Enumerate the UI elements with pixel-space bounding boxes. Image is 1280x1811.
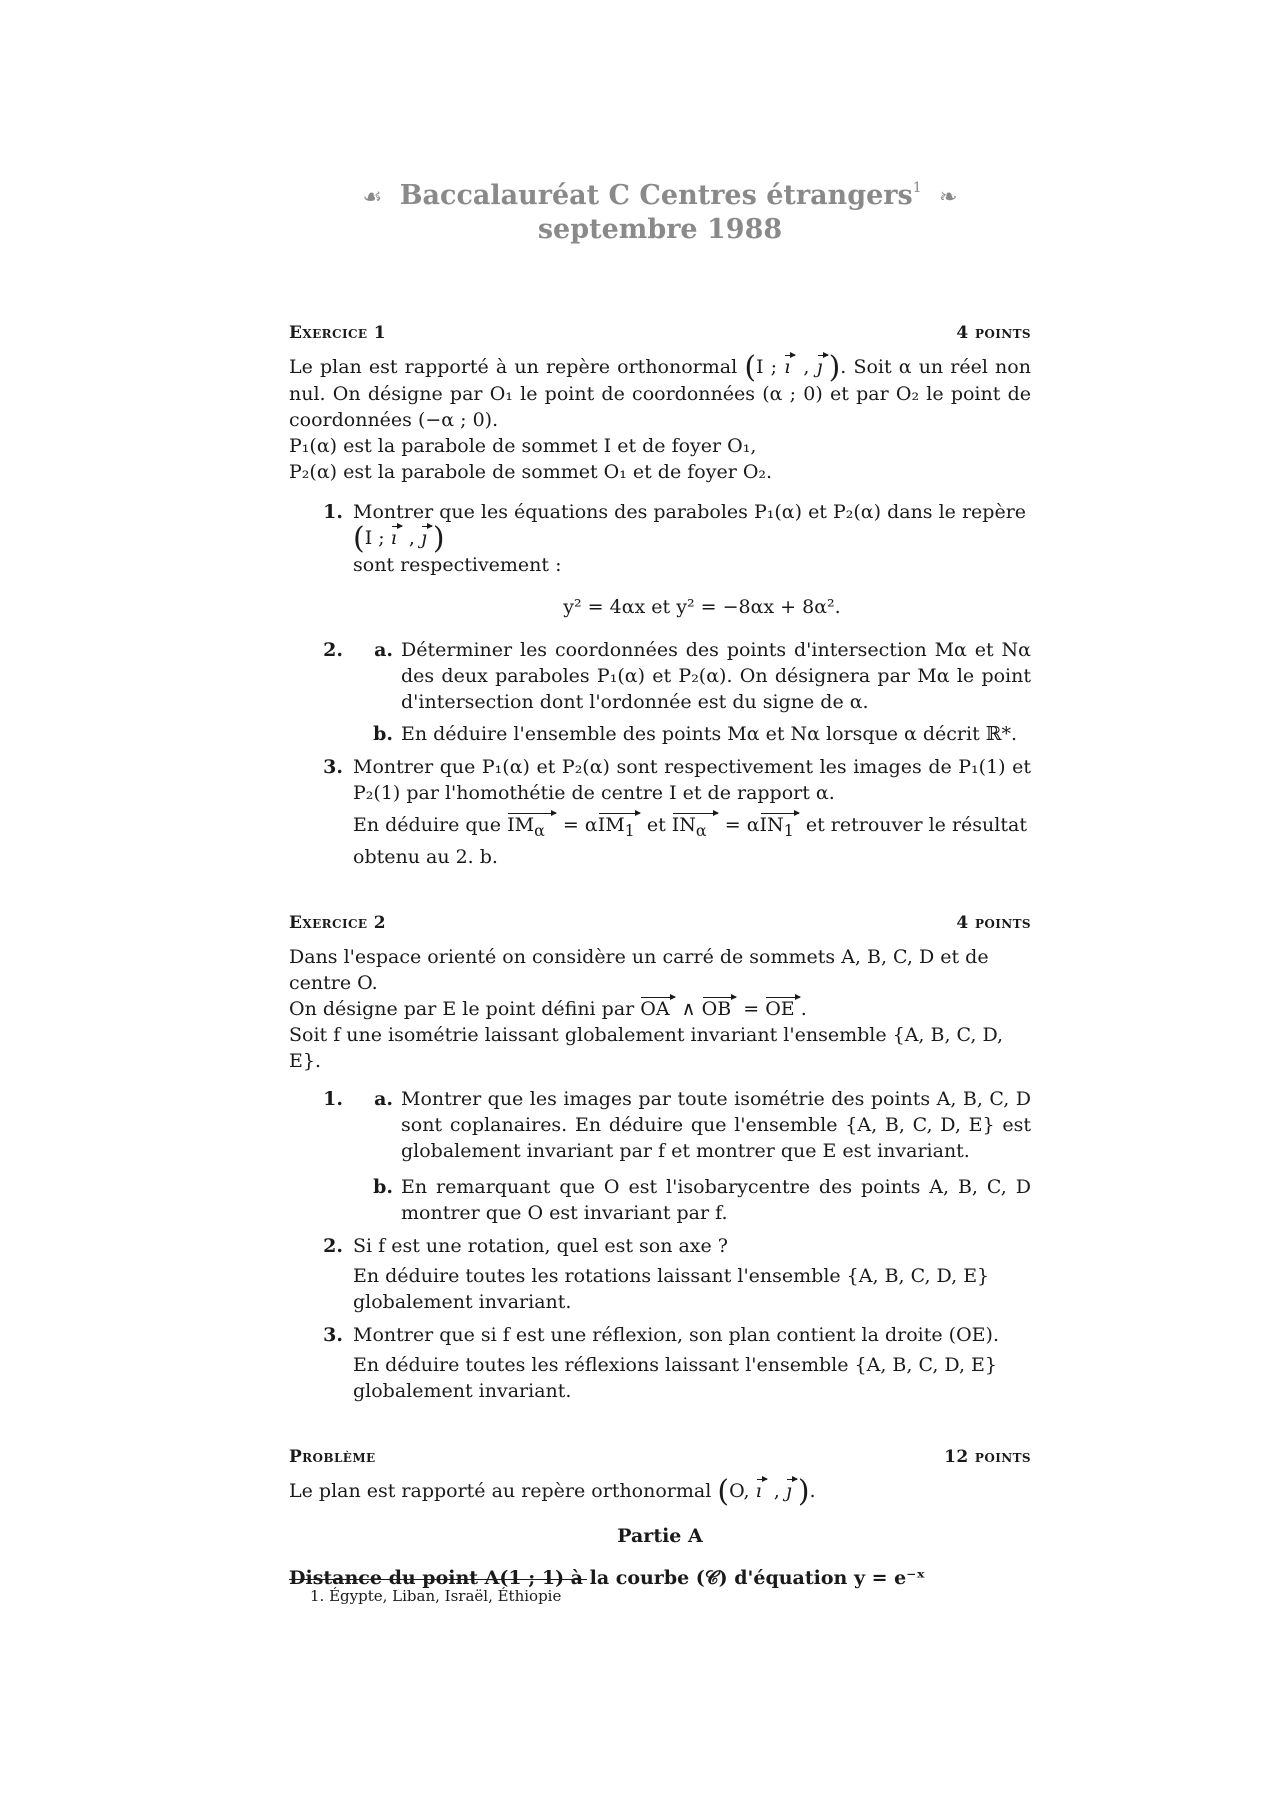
footnote-rule (289, 1579, 587, 1580)
exercise1-header (289, 320, 1031, 346)
question-text-2a: En déduire que (353, 814, 502, 836)
problem-title: Problème (289, 1446, 376, 1467)
question-text: Si f est une rotation, quel est son axe ? (353, 1234, 728, 1257)
ornament-left-icon: ☙ (362, 185, 383, 210)
exercise2-question1 (289, 1086, 1031, 1226)
exercise1-intro-a: Le plan est rapporté à un repère orthonormal (289, 356, 738, 378)
part-subtitle: Distance du point A(1 ; 1) à la courbe (𝒞) d'équation y = e⁻ˣ (289, 1566, 926, 1589)
exercise2-intro2: On désigne par E le point défini par OA ∧ OB = OE . (289, 997, 807, 1020)
exercise1-question2 (289, 637, 1031, 747)
exercise2-question2 (289, 1233, 1031, 1315)
exercise1-p1: P₁(α) est la parabole de sommet I et de foyer O₁, (289, 435, 757, 457)
exercise1-question3 (289, 754, 1031, 870)
question-text-2: En déduire toutes les rotations laissant l'ensemble {A, B, C, D, E} globalement invariant. (353, 1264, 990, 1313)
exercise2-intro2-a: On désigne par E le point défini par (289, 997, 635, 1020)
footnote-text: Égypte, Liban, Israël, Éthiopie (329, 1587, 562, 1605)
question-number: 2. (323, 639, 343, 661)
subquestion-text: En remarquant que O est l'isobarycentre des points A, B, C, D montrer que O est invariant par f. (401, 1175, 1031, 1224)
question-number: 1. (323, 501, 343, 523)
subquestion-text: En déduire l'ensemble des points Mα et Nα lorsque α décrit ℝ*. (401, 723, 1018, 745)
exercise2-intro3: Soit f une isométrie laissant globalement invariant l'ensemble {A, B, C, D, E}. (289, 1023, 1004, 1072)
exercise1-title: Exercice 1 (289, 323, 386, 343)
exercise2-intro1: Dans l'espace orienté on considère un carré de sommets A, B, C, D et de centre O. (289, 945, 989, 994)
question-number: 1. (323, 1087, 343, 1110)
subquestion-letter: b. (373, 723, 393, 745)
title-line2: septembre 1988 (537, 214, 783, 245)
part-title: Partie A (617, 1524, 703, 1547)
subquestion-text: Montrer que les images par toute isométrie des points A, B, C, D sont coplanaires. En déduire que l'ensemble {A, B, C, D, E} est globalement invariant par f et montrer que E est invariant. (401, 1087, 1031, 1162)
exercise2-title: Exercice 2 (289, 912, 386, 933)
exercise2-points: 4 points (956, 912, 1031, 933)
document-title (0, 172, 1280, 246)
exercise2-header (289, 910, 1031, 936)
exercise1-question1: 1. Montrer que les équations des paraboles P₁(α) et P₂(α) dans le repère (I ; ı , ȷ ) sont respectivement : y² = 4αx et y² = −8αx + 8α². (289, 499, 1031, 630)
question-text: Montrer que les équations des paraboles P₁(α) et P₂(α) dans le repère (353, 501, 1027, 523)
problem-intro: Le plan est rapporté au repère orthonormal (O, ı , ȷ ). (289, 1473, 816, 1509)
question-text-2b: et retrouver le résultat obtenu au 2. b. (353, 814, 1027, 868)
equation: y² = 4αx et y² = −8αx + 8α². (563, 596, 841, 618)
problem-points: 12 points (944, 1446, 1031, 1467)
title-line1: Baccalauréat C Centres étrangers (399, 180, 913, 211)
question-number: 3. (323, 756, 343, 778)
subquestion-letter: a. (374, 1087, 393, 1110)
question-text-2: En déduire toutes les réflexions laissant l'ensemble {A, B, C, D, E} globalement invariant. (353, 1353, 997, 1402)
question-text: Montrer que P₁(α) et P₂(α) sont respectivement les images de P₁(1) et P₂(1) par l'homothétie de centre I et de rapport α. (353, 756, 1031, 804)
problem-header (289, 1444, 1031, 1470)
exercise1-p2: P₂(α) est la parabole de sommet O₁ et de foyer O₂. (289, 461, 773, 483)
subquestion-text: Déterminer les coordonnées des points d'intersection Mα et Nα des deux paraboles P₁(α) et P₂(α). On désignera par Mα le point d'intersection dont l'ordonnée est du signe de α. (401, 639, 1031, 713)
exercise1-points: 4 points (956, 323, 1031, 343)
footnote-number: 1. (310, 1587, 325, 1605)
main-content (289, 320, 1031, 1591)
footnote (310, 1586, 561, 1606)
question-text: Montrer que si f est une réflexion, son plan contient la droite (OE). (353, 1323, 999, 1346)
exercise1-intro: Le plan est rapporté à un repère orthonormal (I ; ı , ȷ ). Soit α un réel non nul. On désigne par O₁ le point de coordonnées (α ; 0) et par O₂ le point de coordonnées (−α ; 0). (289, 350, 1031, 431)
problem-intro-text: Le plan est rapporté au repère orthonormal (289, 1479, 712, 1502)
question-text-2: sont respectivement : (353, 554, 562, 576)
question-number: 2. (323, 1234, 343, 1257)
subquestion-letter: b. (373, 1175, 393, 1198)
exercise2-question3 (289, 1322, 1031, 1404)
subquestion-letter: a. (374, 639, 393, 661)
footnote-mark: 1 (912, 180, 922, 196)
question-number: 3. (323, 1323, 343, 1346)
exercise1-intro-b: . Soit α un réel non nul. On désigne par O₁ le point de coordonnées (α ; 0) et par O₂ le point de coordonnées (−α ; 0). (289, 356, 1031, 431)
question-text-2: En déduire que $IM_\alpha = \alpha IM_1$ et $IN_\alpha = \alpha IN_1$ et retrouver le résultat obtenu au 2. b. (353, 814, 1027, 868)
ornament-right-icon: ❧ (939, 185, 958, 210)
